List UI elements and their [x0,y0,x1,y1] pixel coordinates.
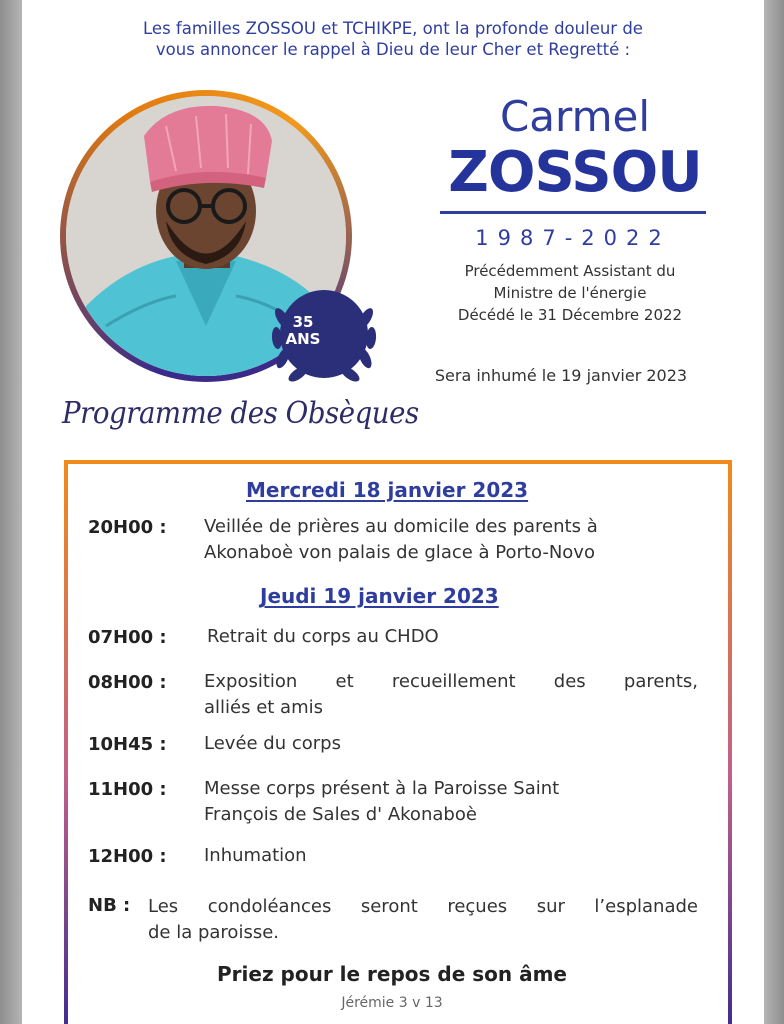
announcement [22,18,764,60]
closing-prayer: Priez pour le repos de son âme [217,962,567,986]
event-line-1: Levée du corps [204,733,341,754]
nb-line-1: Les condoléances seront reçues sur l’esplanade [148,896,698,917]
event-line-1: Veillée de prières au domicile des parents à [204,516,598,537]
event-line-1: Inhumation [204,845,307,866]
event-time: 20H00 : [88,517,167,538]
nb-label: NB : [88,895,131,916]
event-line-2: François de Sales d' Akonaboè [204,804,477,825]
right-margin [764,0,784,1024]
event-time: 12H00 : [88,846,167,867]
event-description [204,731,698,757]
bible-verse: Jérémie 3 v 13 [341,995,443,1011]
age-badge-text [278,314,328,348]
event-description [204,669,698,721]
age-number: 35 [292,313,314,331]
deceased-last-name: ZOSSOU [448,140,702,205]
event-description [207,624,701,650]
event-time: 07H00 : [88,627,167,648]
event-line-1: Retrait du corps au CHDO [207,626,439,647]
event-time: 10H45 : [88,734,167,755]
deceased-first-name: Carmel [499,92,650,141]
left-margin [0,0,22,1024]
event-line-2: Akonaboè von palais de glace à Porto-Novo [204,542,595,563]
event-description [204,514,698,566]
announcement-line-2: vous annoncer le rappel à Dieu de leur Cher et Regretté : [155,40,631,59]
life-years: 1987-2022 [475,226,671,250]
bio-line-1: Précédemment Assistant du [464,262,676,280]
day-1-title: Mercredi 18 janvier 2023 [246,478,529,502]
event-description [204,843,698,869]
event-time: 11H00 : [88,779,167,800]
event-line-1: Exposition et recueillement des parents, [204,671,698,692]
burial-date: Sera inhumé le 19 janvier 2023 [434,366,688,385]
event-line-1: Messe corps présent à la Paroisse Saint [204,778,560,799]
obituary-sheet [22,0,764,1024]
name-divider [440,211,706,214]
event-description [204,776,698,828]
event-time: 08H00 : [88,672,167,693]
announcement-line-1: Les familles ZOSSOU et TCHIKPE, ont la profonde douleur de [143,19,643,38]
bio-line-3: Décédé le 31 Décembre 2022 [457,306,683,324]
nb-line-2: de la paroisse. [148,922,280,943]
event-line-2: alliés et amis [204,697,324,718]
day-2-title: Jeudi 19 janvier 2023 [260,584,499,608]
age-unit: ANS [285,330,321,348]
deceased-bio [414,260,726,326]
nb-text [148,894,698,946]
bio-line-2: Ministre de l'énergie [493,284,647,302]
programme-title: Programme des Obsèques [62,396,419,431]
